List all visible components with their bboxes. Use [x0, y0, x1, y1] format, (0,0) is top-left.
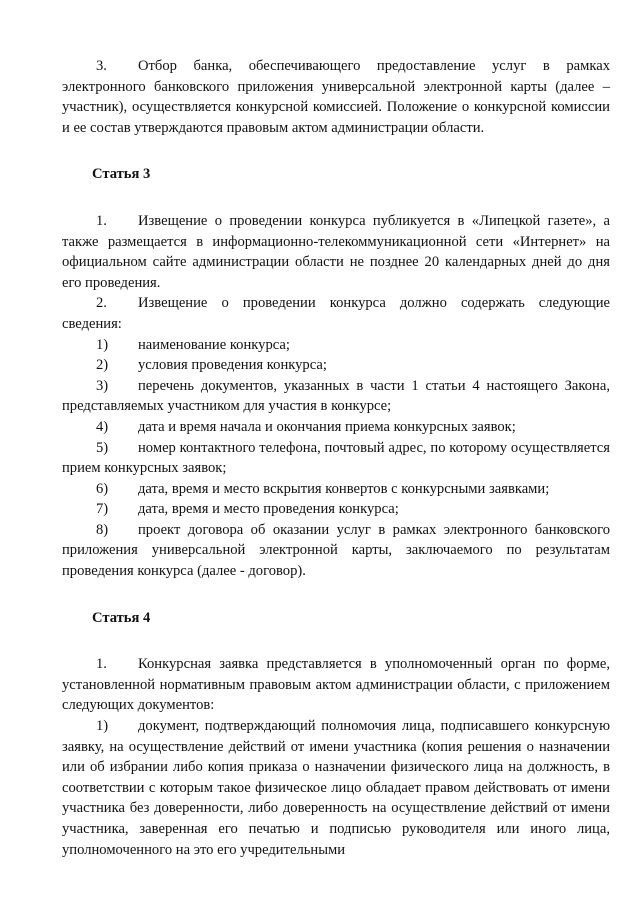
list-item-text: номер контактного телефона, почтовый адрес, по которому осуществляется прием конкурсных заявок;: [62, 439, 610, 477]
list-item-number: 4): [96, 418, 109, 435]
paragraph-art3-1: [62, 211, 610, 293]
list-item: [62, 499, 610, 520]
paragraph-text: Извещение о проведении конкурса публикуется в «Липецкой газете», а также размещается в информационно-телекоммуникационной сети «Интернет» на официальном сайте администрации области не позднее 20 календарных дней до дня его проведения.: [62, 212, 610, 291]
list-item: [62, 376, 610, 417]
paragraph-number: 2.: [96, 295, 107, 312]
article-heading: Статья 3: [92, 166, 151, 183]
paragraph-art2-3: [62, 56, 610, 138]
paragraph-text: Конкурсная заявка представляется в уполномоченный орган по форме, установленной нормативным правовым актом администрации области, с приложением следующих документов:: [62, 656, 610, 714]
list-item-number: 6): [96, 480, 109, 497]
list-item: [62, 417, 610, 438]
paragraph-art3-2: [62, 293, 610, 334]
list-item-number: 7): [96, 501, 109, 518]
list-item-number: 5): [96, 439, 109, 456]
list-item-text: дата, время и место проведения конкурса;: [138, 501, 399, 518]
list-item-text: перечень документов, указанных в части 1 статьи 4 настоящего Закона, представляемых участником для участия в конкурсе;: [62, 377, 610, 415]
paragraph-text: Извещение о проведении конкурса должно содержать следующие сведения:: [62, 295, 610, 332]
list-item-text: дата и время начала и окончания приема конкурсных заявок;: [138, 418, 516, 435]
list-item-text: дата, время и место вскрытия конвертов с конкурсными заявками;: [138, 480, 550, 497]
list-item-number: 2): [96, 357, 109, 374]
list-item-number: 8): [96, 521, 109, 538]
list-item-text: наименование конкурса;: [138, 336, 290, 353]
list-item-text: документ, подтверждающий полномочия лица, подписавшего конкурсную заявку, на осуществление действий от имени участника (копия решения о назначении или об избрании либо копия приказа о назначении физического лица на должность, в соответствии с которым такое физическое лицо обладает правом действовать от имени участника без доверенности, либо доверенность на осуществление действий от имени участника, заверенная его печатью и подписью руководителя или иного лица, уполномоченного на это его учредительными: [62, 718, 610, 858]
paragraph-number: 3.: [96, 58, 107, 74]
list-item: [62, 716, 610, 860]
list-item-text: проект договора об оказании услуг в рамках электронного банковского приложения универсальной электронной карты, заключаемого по результатам проведения конкурса (далее - договор).: [62, 521, 610, 580]
paragraph-art4-1: [62, 654, 610, 716]
paragraph-number: 1.: [96, 656, 107, 673]
paragraph-number: 1.: [96, 212, 107, 229]
list-item: [62, 355, 610, 376]
article-heading: Статья 4: [92, 609, 151, 626]
list-item-number: 3): [96, 377, 109, 394]
list-item-number: 1): [96, 336, 109, 353]
list-item-text: условия проведения конкурса;: [138, 357, 327, 374]
list-item: [62, 520, 610, 582]
document-page: [62, 56, 610, 860]
list-item: [62, 438, 610, 479]
paragraph-text: Отбор банка, обеспечивающего предоставление услуг в рамках электронного банковского приложения универсальной электронной карты (далее – участник), осуществляется конкурсной комиссией. Положение о конкурсной комиссии и ее состав утверждаются правовым актом администрации области.: [62, 58, 610, 136]
list-item: [62, 479, 610, 500]
list-item-number: 1): [96, 718, 109, 735]
list-item: [62, 335, 610, 356]
